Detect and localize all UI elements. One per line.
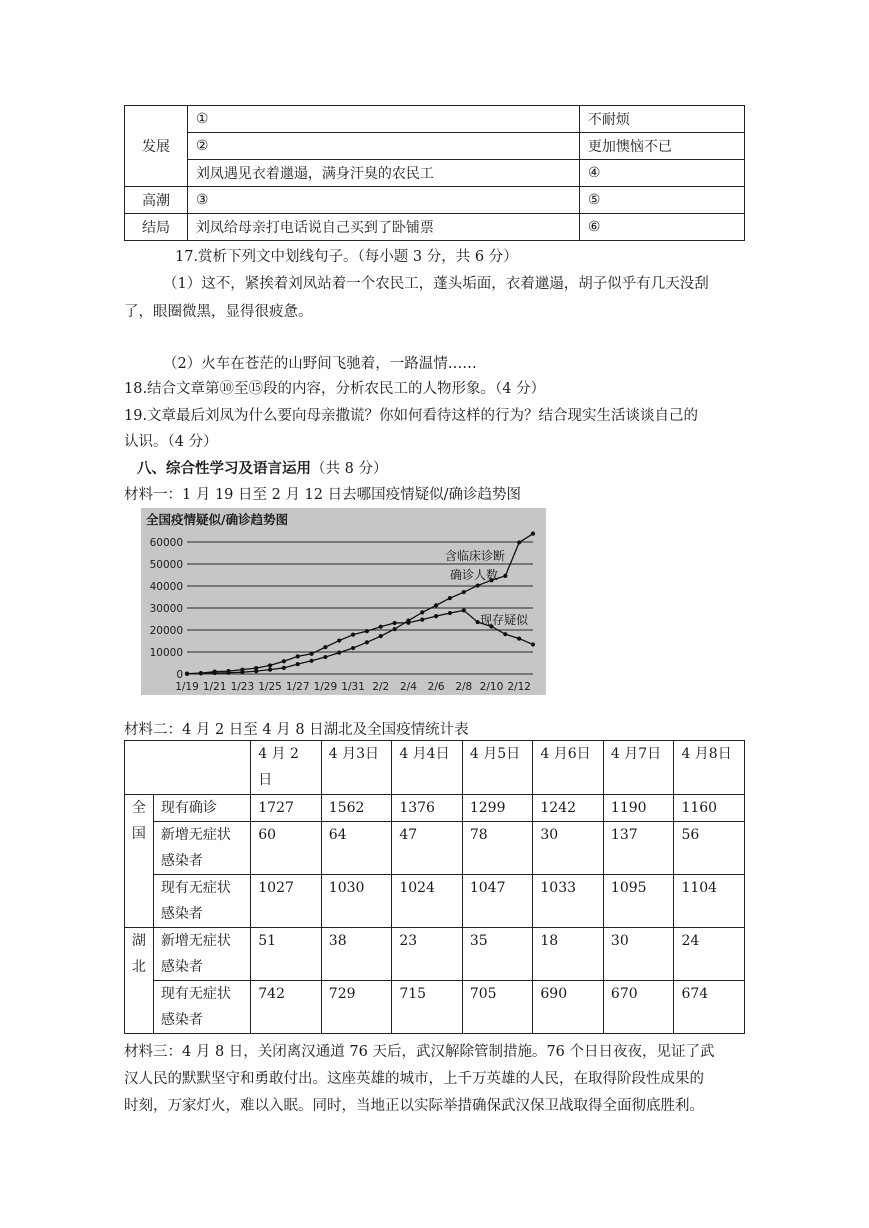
value-cell: 1047 xyxy=(462,875,533,928)
data-point xyxy=(309,652,313,656)
value-cell: 78 xyxy=(462,822,533,875)
value-cell: 47 xyxy=(392,822,463,875)
y-tick-label: 0 xyxy=(176,669,183,681)
data-point xyxy=(503,574,507,578)
value-cell: 35 xyxy=(462,928,533,981)
material-3-line2: 汉人民的默默坚守和勇敢付出。这座英雄的城市，上千万英雄的人民，在取得阶段性成果的 xyxy=(124,1071,704,1087)
x-tick-label: 2/4 xyxy=(399,681,417,693)
data-point xyxy=(296,662,300,666)
series-label: 含临床诊断 xyxy=(445,549,506,563)
series-label: 确诊人数 xyxy=(450,568,499,582)
x-tick-label: 2/8 xyxy=(455,681,473,693)
value-cell: 1242 xyxy=(533,795,604,822)
trend-chart-svg xyxy=(141,508,546,695)
value-cell: 24 xyxy=(674,928,745,981)
material-3-line1: 材料三：4 月 8 日，关闭离汉通道 76 天后，武汉解除管制措施。76 个日日夜夜，见证了武 xyxy=(124,1044,715,1060)
header-date-cell: 4 月6日 xyxy=(533,741,604,795)
table-row xyxy=(125,160,745,187)
header-date-cell: 4 月 2 日 xyxy=(251,741,322,795)
y-tick-label: 30000 xyxy=(149,603,183,615)
x-tick-label: 2/2 xyxy=(372,681,390,693)
table-row xyxy=(125,795,745,822)
value-cell: 38 xyxy=(321,928,392,981)
section-points: （共 8 分） xyxy=(311,461,388,477)
series-label: 现存疑似 xyxy=(480,613,529,627)
x-tick-label: 2/12 xyxy=(507,681,531,693)
mood-cell: 更加懊恼不已 xyxy=(579,133,744,160)
value-cell: 1104 xyxy=(674,875,745,928)
table-row xyxy=(125,928,745,981)
data-point xyxy=(379,625,383,629)
data-point xyxy=(337,638,341,642)
mood-cell: ⑤ xyxy=(579,187,744,214)
data-point xyxy=(185,672,189,676)
y-tick-label: 10000 xyxy=(149,647,183,659)
data-point xyxy=(240,668,244,672)
value-cell: 56 xyxy=(674,822,745,875)
data-point xyxy=(434,614,438,618)
stage-cell: 发展 xyxy=(125,106,188,187)
question-17: 17.赏析下列文中划线句子。（每小题 3 分，共 6 分） xyxy=(175,249,518,265)
table-row xyxy=(125,106,745,133)
data-point xyxy=(434,603,438,607)
value-cell: 1562 xyxy=(321,795,392,822)
material-3-line3: 时刻，万家灯火，难以入眠。同时，当地正以实际举措确保武汉保卫战取得全面彻底胜利。 xyxy=(124,1098,704,1114)
data-point xyxy=(254,666,258,670)
table-row xyxy=(125,214,745,241)
region-cell: 全国 xyxy=(125,795,154,928)
stage-cell: 高潮 xyxy=(125,187,188,214)
data-point xyxy=(517,540,521,544)
y-tick-label: 20000 xyxy=(149,625,183,637)
data-point xyxy=(199,671,203,675)
metric-cell: 现有确诊 xyxy=(153,795,250,822)
x-tick-label: 1/27 xyxy=(285,681,310,693)
chart-title: 全国疫情疑似/确诊趋势图 xyxy=(146,512,289,527)
plot-structure-table xyxy=(124,105,745,241)
data-point xyxy=(213,670,217,674)
metric-cell: 新增无症状感染者 xyxy=(153,928,250,981)
epidemic-stats-table xyxy=(124,740,745,1034)
value-cell: 137 xyxy=(603,822,674,875)
value-cell: 1095 xyxy=(603,875,674,928)
value-cell: 1190 xyxy=(603,795,674,822)
value-cell: 23 xyxy=(392,928,463,981)
data-point xyxy=(462,590,466,594)
y-tick-label: 40000 xyxy=(149,581,183,593)
table-header-row xyxy=(125,741,745,795)
question-17-2: （2）火车在苍茫的山野间飞驰着，一路温情…… xyxy=(163,356,477,372)
data-point xyxy=(282,666,286,670)
value-cell: 1727 xyxy=(251,795,322,822)
data-point xyxy=(379,634,383,638)
value-cell: 64 xyxy=(321,822,392,875)
x-tick-label: 2/10 xyxy=(479,681,504,693)
mood-cell: ⑥ xyxy=(579,214,744,241)
value-cell: 18 xyxy=(533,928,604,981)
event-cell: ③ xyxy=(187,187,579,214)
value-cell: 674 xyxy=(674,981,745,1034)
section-title: 八、综合性学习及语言运用 xyxy=(137,460,311,477)
region-cell: 湖北 xyxy=(125,928,154,1034)
value-cell: 1024 xyxy=(392,875,463,928)
value-cell: 729 xyxy=(321,981,392,1034)
data-point xyxy=(420,610,424,614)
x-tick-label: 1/29 xyxy=(313,681,338,693)
header-date-cell: 4 月8日 xyxy=(674,741,745,795)
value-cell: 1376 xyxy=(392,795,463,822)
data-point xyxy=(393,621,397,625)
mood-cell: 不耐烦 xyxy=(579,106,744,133)
value-cell: 690 xyxy=(533,981,604,1034)
x-tick-label: 1/25 xyxy=(258,681,282,693)
value-cell: 705 xyxy=(462,981,533,1034)
header-date-cell: 4 月3日 xyxy=(321,741,392,795)
data-point xyxy=(323,655,327,659)
data-point xyxy=(531,532,535,536)
section-heading xyxy=(137,457,387,478)
question-17-1-line1: （1）这不，紧挨着刘凤站着一个农民工，蓬头垢面，衣着邋遢，胡子似乎有几天没刮 xyxy=(163,276,709,292)
value-cell: 1030 xyxy=(321,875,392,928)
value-cell: 30 xyxy=(533,822,604,875)
data-point xyxy=(268,663,272,667)
data-point xyxy=(323,645,327,649)
table-row xyxy=(125,822,745,875)
y-tick-label: 50000 xyxy=(149,559,183,571)
table-row xyxy=(125,875,745,928)
data-point xyxy=(351,633,355,637)
y-tick-label: 60000 xyxy=(149,537,183,549)
value-cell: 1033 xyxy=(533,875,604,928)
data-point xyxy=(420,618,424,622)
data-point xyxy=(365,629,369,633)
data-point xyxy=(517,636,521,640)
value-cell: 1027 xyxy=(251,875,322,928)
data-point xyxy=(337,651,341,655)
x-tick-label: 2/6 xyxy=(427,681,445,693)
mood-cell: ④ xyxy=(579,160,744,187)
data-point xyxy=(531,642,535,646)
data-point xyxy=(296,654,300,658)
data-point xyxy=(503,632,507,636)
value-cell: 1299 xyxy=(462,795,533,822)
material-2-caption: 材料二：4 月 2 日至 4 月 8 日湖北及全国疫情统计表 xyxy=(124,722,469,738)
data-point xyxy=(462,608,466,612)
x-tick-label: 1/21 xyxy=(202,681,227,693)
metric-cell: 现有无症状感染者 xyxy=(153,875,250,928)
metric-cell: 新增无症状感染者 xyxy=(153,822,250,875)
value-cell: 30 xyxy=(603,928,674,981)
value-cell: 715 xyxy=(392,981,463,1034)
data-point xyxy=(393,627,397,631)
data-point xyxy=(226,669,230,673)
data-point xyxy=(282,659,286,663)
stage-cell: 结局 xyxy=(125,214,188,241)
data-point xyxy=(365,640,369,644)
material-1-caption: 材料一：1 月 19 日至 2 月 12 日去哪国疫情疑似/确诊趋势图 xyxy=(124,487,521,503)
x-tick-label: 1/23 xyxy=(230,681,255,693)
trend-chart xyxy=(141,508,546,695)
event-cell: ② xyxy=(187,133,579,160)
data-point xyxy=(448,611,452,615)
value-cell: 1160 xyxy=(674,795,745,822)
value-cell: 670 xyxy=(603,981,674,1034)
metric-cell: 现有无症状感染者 xyxy=(153,981,250,1034)
table-row xyxy=(125,133,745,160)
header-corner-cell xyxy=(125,741,251,795)
header-date-cell: 4 月5日 xyxy=(462,741,533,795)
value-cell: 51 xyxy=(251,928,322,981)
data-point xyxy=(406,621,410,625)
event-cell: 刘凤给母亲打电话说自己买到了卧铺票 xyxy=(187,214,579,241)
question-17-1-line2: 了，眼圈微黑，显得很疲惫。 xyxy=(124,304,313,320)
table-row xyxy=(125,187,745,214)
event-cell: 刘凤遇见衣着邋遢，满身汗臭的农民工 xyxy=(187,160,579,187)
data-point xyxy=(268,668,272,672)
question-19-line1: 19.文章最后刘凤为什么要向母亲撒谎？你如何看待这样的行为？结合现实生活谈谈自己的 xyxy=(124,408,699,424)
data-point xyxy=(448,596,452,600)
data-point xyxy=(309,659,313,663)
header-date-cell: 4 月4日 xyxy=(392,741,463,795)
header-date-cell: 4 月7日 xyxy=(603,741,674,795)
question-19-line2: 认识。（4 分） xyxy=(124,434,218,450)
value-cell: 742 xyxy=(251,981,322,1034)
data-point xyxy=(351,646,355,650)
x-tick-label: 1/19 xyxy=(175,681,199,693)
event-cell: ① xyxy=(187,106,579,133)
value-cell: 60 xyxy=(251,822,322,875)
table-row xyxy=(125,981,745,1034)
question-18: 18.结合文章第⑩至⑮段的内容，分析农民工的人物形象。（4 分） xyxy=(124,381,546,397)
data-point xyxy=(476,583,480,587)
x-tick-label: 1/31 xyxy=(341,681,365,693)
